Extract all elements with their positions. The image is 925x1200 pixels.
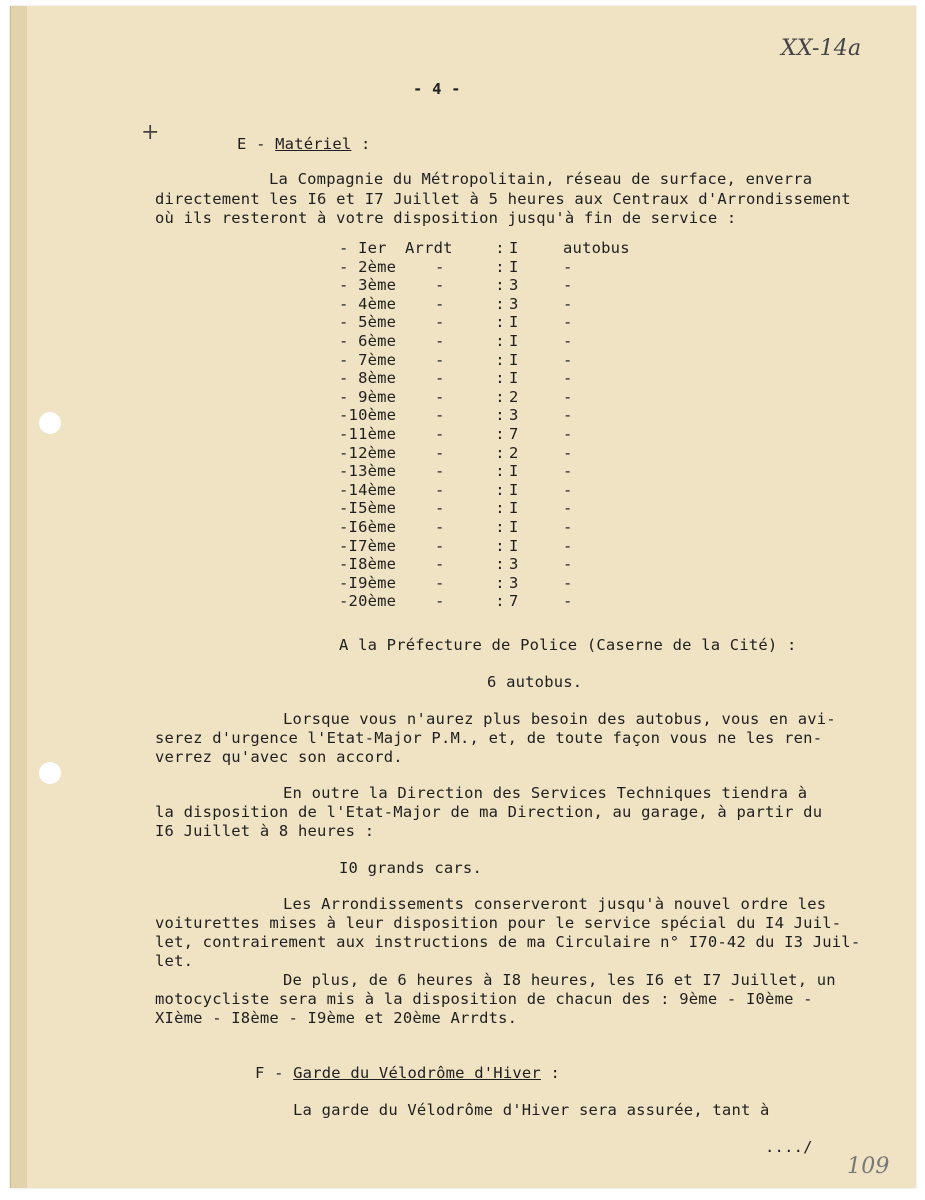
count-cell: I	[509, 536, 519, 555]
ditto-dash-cell: -	[435, 331, 445, 350]
ditto-dash-cell: -	[435, 313, 445, 332]
separator-cell: :	[495, 443, 505, 462]
count-cell: I	[509, 517, 519, 536]
ditto-mark-cell: -	[563, 331, 573, 350]
separator-cell: :	[495, 313, 505, 332]
table-row	[339, 462, 633, 481]
separator-cell: :	[495, 350, 505, 369]
count-cell: 3	[509, 294, 519, 313]
section-e-title: Matériel	[275, 135, 352, 153]
ditto-dash-cell: -	[435, 350, 445, 369]
paragraph-line: XIème - I8ème - I9ème et 20ème Arrdts.	[155, 1009, 518, 1027]
punch-hole	[39, 412, 61, 434]
table-row	[339, 276, 633, 295]
section-e-suffix: :	[351, 135, 371, 153]
page-marker: - 4 -	[413, 80, 461, 98]
ditto-dash-cell: -	[435, 424, 445, 443]
ditto-mark-cell: -	[563, 480, 573, 499]
ditto-mark-cell: -	[563, 424, 573, 443]
ditto-mark-cell: -	[563, 350, 573, 369]
ditto-mark-cell: -	[563, 517, 573, 536]
document-page	[10, 6, 916, 1188]
arrondissement-cell: -20ème	[339, 592, 397, 611]
paragraph-line: motocycliste sera mis à la disposition de chacun des : 9ème - I0ème -	[155, 990, 813, 1008]
table-header-row	[339, 239, 633, 258]
ditto-mark-cell: -	[563, 555, 573, 574]
table-row	[339, 425, 633, 444]
punch-hole	[39, 762, 61, 784]
separator-cell: :	[495, 517, 505, 536]
ditto-dash-cell: -	[435, 369, 445, 388]
count-cell: 3	[509, 555, 519, 574]
count-cell: I	[509, 257, 519, 276]
ditto-mark-cell: -	[563, 369, 573, 388]
paragraph-line: La garde du Vélodrôme d'Hiver sera assurée, tant à	[293, 1101, 770, 1119]
separator-cell: :	[495, 536, 505, 555]
arrondissement-cell: -I5ème	[339, 499, 397, 518]
ditto-mark-cell: -	[563, 499, 573, 518]
count-cell: 7	[509, 424, 519, 443]
ditto-dash-cell: -	[435, 592, 445, 611]
paragraph-line: La Compagnie du Métropolitain, réseau de surface, enverra	[269, 170, 813, 188]
ditto-dash-cell: -	[435, 387, 445, 406]
section-f-prefix: F -	[255, 1064, 294, 1082]
arrondissement-cell: -10ème	[339, 406, 397, 425]
table-row	[339, 555, 633, 574]
arrondissement-cell: - 8ème	[339, 369, 397, 388]
paragraph-line: let, contrairement aux instructions de ma Circulaire n° I70-42 du I3 Juil-	[155, 933, 861, 951]
count-cell: I	[509, 499, 519, 518]
cross-mark: +	[141, 120, 160, 145]
count-cell: 3	[509, 276, 519, 295]
table-row	[339, 295, 633, 314]
ditto-dash-cell: -	[435, 555, 445, 574]
arrondissement-cell: - Ier	[339, 239, 387, 257]
ditto-mark-cell: -	[563, 462, 573, 481]
arrondissement-cell: -14ème	[339, 480, 397, 499]
separator-cell: :	[495, 294, 505, 313]
arrondissement-cell: - 9ème	[339, 387, 397, 406]
arrondissement-cell: - 5ème	[339, 313, 397, 332]
cars-line: I0 grands cars.	[339, 859, 482, 877]
arrondissement-cell: -I8ème	[339, 555, 397, 574]
ditto-mark-cell: -	[563, 443, 573, 462]
table-row	[339, 388, 633, 407]
section-e-prefix: E -	[237, 135, 276, 153]
arrondissement-cell: -12ème	[339, 443, 397, 462]
paragraph-line: let.	[155, 952, 194, 970]
paragraph-line: directement les I6 et I7 Juillet à 5 heures aux Centraux d'Arrondissement	[155, 190, 851, 208]
autobus-allocation-table	[339, 239, 633, 611]
ditto-dash-cell: -	[435, 573, 445, 592]
count-cell: 3	[509, 406, 519, 425]
count-cell: I	[509, 313, 519, 332]
arrondissement-cell: - 2ème	[339, 257, 397, 276]
separator-cell: :	[495, 239, 505, 257]
page-number: 109	[847, 1154, 890, 1179]
unit-cell: autobus	[563, 239, 630, 257]
prefecture-count: 6 autobus.	[487, 673, 583, 691]
count-cell: I	[509, 350, 519, 369]
section-e-heading	[237, 135, 370, 153]
separator-cell: :	[495, 369, 505, 388]
ditto-mark-cell: -	[563, 592, 573, 611]
section-f-suffix: :	[540, 1064, 561, 1082]
arrondissement-cell: -I6ème	[339, 517, 397, 536]
paragraph-line: voiturettes mises à leur disposition pour le service spécial du I4 Juil-	[155, 914, 842, 932]
ditto-mark-cell: -	[563, 257, 573, 276]
table-row	[339, 444, 633, 463]
table-row	[339, 406, 633, 425]
ditto-mark-cell: -	[563, 536, 573, 555]
separator-cell: :	[495, 424, 505, 443]
ditto-mark-cell: -	[563, 313, 573, 332]
separator-cell: :	[495, 387, 505, 406]
count-cell: 2	[509, 443, 519, 462]
separator-cell: :	[495, 592, 505, 611]
ditto-dash-cell: -	[435, 443, 445, 462]
separator-cell: :	[495, 406, 505, 425]
table-row	[339, 481, 633, 500]
paragraph-line: où ils resteront à votre disposition jusqu'à fin de service :	[155, 209, 737, 227]
ditto-dash-cell: -	[435, 294, 445, 313]
separator-cell: :	[495, 573, 505, 592]
table-row	[339, 574, 633, 593]
paragraph-line: I6 Juillet à 8 heures :	[155, 822, 375, 840]
ditto-dash-cell: -	[435, 406, 445, 425]
table-row	[339, 258, 633, 277]
arrondissement-cell: -13ème	[339, 462, 397, 481]
ditto-dash-cell: -	[435, 499, 445, 518]
paragraph-line: serez d'urgence l'Etat-Major P.M., et, de toute façon vous ne les ren-	[155, 729, 823, 747]
paragraph-line: la disposition de l'Etat-Major de ma Direction, au garage, à partir du	[155, 803, 823, 821]
ditto-mark-cell: -	[563, 276, 573, 295]
arrondissement-cell: - 3ème	[339, 276, 397, 295]
paragraph-line: Les Arrondissements conserveront jusqu'à nouvel ordre les	[283, 895, 827, 913]
separator-cell: :	[495, 276, 505, 295]
count-cell: I	[509, 480, 519, 499]
arrondissement-cell: - 7ème	[339, 350, 397, 369]
table-row	[339, 351, 633, 370]
paragraph-line: verrez qu'avec son accord.	[155, 748, 403, 766]
separator-cell: :	[495, 555, 505, 574]
count-cell: 7	[509, 592, 519, 611]
count-cell: 2	[509, 387, 519, 406]
ditto-dash-cell: -	[435, 462, 445, 481]
arrondissement-cell: -I7ème	[339, 536, 397, 555]
count-cell: I	[509, 369, 519, 388]
section-f-heading	[255, 1064, 560, 1082]
count-cell: I	[509, 462, 519, 481]
separator-cell: :	[495, 499, 505, 518]
ditto-dash-cell: -	[435, 257, 445, 276]
section-f-title: Garde du Vélodrôme d'Hiver	[293, 1064, 541, 1082]
page-edge	[11, 6, 27, 1188]
table-row	[339, 332, 633, 351]
ditto-dash-cell: -	[435, 276, 445, 295]
separator-cell: :	[495, 462, 505, 481]
ditto-mark-cell: -	[563, 294, 573, 313]
archive-reference: XX-14a	[781, 36, 862, 61]
continuation-mark: ..../	[765, 1138, 813, 1156]
arrdt-label: Arrdt	[405, 239, 453, 257]
ditto-dash-cell: -	[435, 480, 445, 499]
ditto-mark-cell: -	[563, 387, 573, 406]
count-cell: I	[509, 331, 519, 350]
paragraph-line: Lorsque vous n'aurez plus besoin des autobus, vous en avi-	[283, 710, 836, 728]
table-row	[339, 537, 633, 556]
separator-cell: :	[495, 480, 505, 499]
table-row	[339, 369, 633, 388]
separator-cell: :	[495, 257, 505, 276]
table-row	[339, 518, 633, 537]
table-row	[339, 499, 633, 518]
ditto-mark-cell: -	[563, 573, 573, 592]
count-cell: 3	[509, 573, 519, 592]
ditto-mark-cell: -	[563, 406, 573, 425]
count-cell: I	[509, 239, 519, 257]
arrondissement-cell: - 6ème	[339, 331, 397, 350]
arrondissement-cell: - 4ème	[339, 294, 397, 313]
prefecture-line: A la Préfecture de Police (Caserne de la Cité) :	[339, 636, 797, 654]
separator-cell: :	[495, 331, 505, 350]
table-row	[339, 313, 633, 332]
table-row	[339, 592, 633, 611]
paragraph-line: De plus, de 6 heures à I8 heures, les I6 et I7 Juillet, un	[283, 971, 836, 989]
arrondissement-cell: -11ème	[339, 424, 397, 443]
ditto-dash-cell: -	[435, 536, 445, 555]
paragraph-line: En outre la Direction des Services Techniques tiendra à	[283, 784, 808, 802]
arrondissement-cell: -I9ème	[339, 573, 397, 592]
ditto-dash-cell: -	[435, 517, 445, 536]
